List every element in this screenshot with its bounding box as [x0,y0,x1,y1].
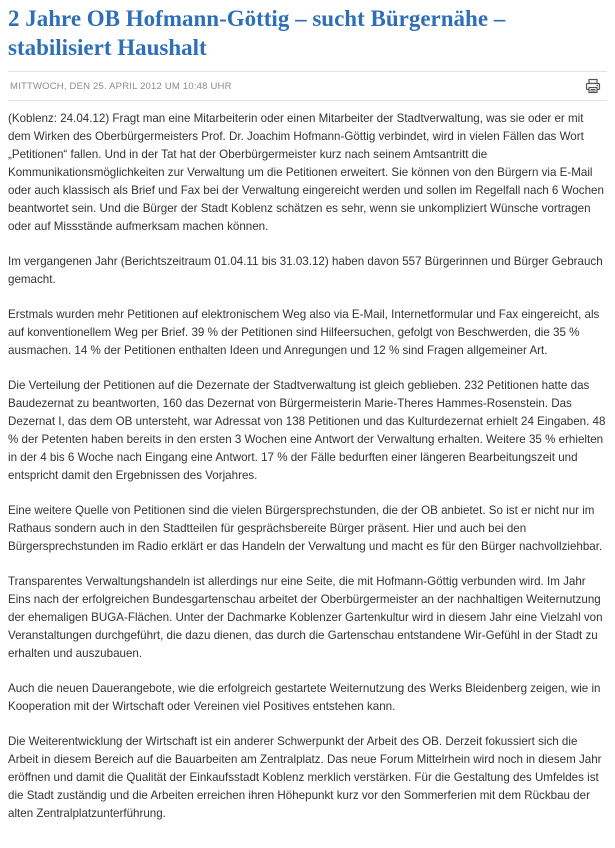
article-paragraph: Transparentes Verwaltungshandeln ist allerdings nur eine Seite, die mit Hofmann-Göttig verbunden wird. Im Jahr Eins nach der erfolgreichen Bundesgartenschau arbeitet der Oberbürgermeister an der nachhaltigen Weiternutzung der ehemaligen BUGA-Flächen. Unter der Dachmarke Koblenzer Gartenkultur wird in diesem Jahr eine Vielzahl von Veranstaltungen durchgeführt, die dazu dienen, das durch die Gartenschau entstandene Wir-Gefühl in der Stadt zu erhalten und auszubauen. [8,575,603,660]
article-meta-bar [8,71,607,101]
article-paragraph: Die Weiterentwicklung der Wirtschaft ist ein anderer Schwerpunkt der Arbeit des OB. Derzeit fokussiert sich die Arbeit in diesem Bereich auf die Bauarbeiten am Zentralplatz. Das neue Forum Mittelrhein wird noch in diesem Jahr eröffnen und damit die Qualität der Einkaufsstadt Koblenz merklich verstärken. Für die Gestaltung des Umfeldes ist die Stadt zuständig und die Arbeiten erreichen ihren Höhepunkt kurz vor den Sommerferien mit dem Rückbau der alten Zentralplatzunterführung. [8,735,602,820]
article-paragraph: (Koblenz: 24.04.12) Fragt man eine Mitarbeiterin oder einen Mitarbeiter der Stadtverwaltung, was sie oder er mit dem Wirken des Oberbürgermeisters Prof. Dr. Joachim Hofmann-Göttig verbindet, wird in vielen Fällen das Wort „Petitionen“ fallen. Und in der Tat hat der Oberbürgermeister kurz nach seinem Amtsantritt die Kommunikationsmöglichkeiten zur Verwaltung um die Petitionen erweitert. Sie können von den Bürgern via E-Mail oder auch klassisch als Brief und Fax bei der Verwaltung eingereicht werden und sollen im Regelfall nach 6 Wochen beantwortet sein. Und die Bürger der Stadt Koblenz schätzen es sehr, wenn sie unkompliziert Wünsche vortragen oder auf Missstände aufmerksam machen können. [8,112,604,233]
article-paragraph: Eine weitere Quelle von Petitionen sind die vielen Bürgersprechstunden, die der OB anbietet. So ist er nicht nur im Rathaus sondern auch in den Stadtteilen für gesprächsbereite Bürger präsent. Hier und auch bei den Bürgersprechstunden im Radio erklärt er das Handeln der Verwaltung und macht es für den Bürger nachvollziehbar. [8,504,603,553]
article-paragraph: Im vergangenen Jahr (Berichtszeitraum 01.04.11 bis 31.03.12) haben davon 557 Bürgerinnen und Bürger Gebrauch gemacht. [8,255,603,286]
article-paragraph: Erstmals wurden mehr Petitionen auf elektronischem Weg also via E-Mail, Internetformular und Fax eingereicht, als auf konventionellem Weg per Brief. 39 % der Petitionen sind Hilfeersuchen, gefolgt von Beschwerden, die 35 % ausmachen. 14 % der Petitionen enthalten Ideen und Anregungen und 12 % sind Fragen allgemeiner Art. [8,308,600,357]
article-body [8,110,607,823]
article-paragraph: Die Verteilung der Petitionen auf die Dezernate der Stadtverwaltung ist gleich geblieben. 232 Petitionen hatte das Baudezernat zu beantworten, 160 das Dezernat von Bürgermeisterin Marie-Theres Hammes-Rosenstein. Das Dezernat I, das dem OB untersteht, war Adressat von 138 Petitionen und das Kulturdezernat erhielt 24 Eingaben. 48 % der Petenten haben bereits in den ersten 3 Wochen eine Antwort der Verwaltung erhalten. Weitere 35 % erhielten in der 4 bis 6 Woche nach Eingang eine Antwort. 17 % der Fälle bedurften einer längeren Bearbeitungszeit und entspricht damit den Ergebnissen des Vorjahres. [8,379,606,482]
article-dateline: MITTWOCH, DEN 25. APRIL 2012 UM 10:48 UHR [10,80,232,92]
article-title: 2 Jahre OB Hofmann-Göttig – sucht Bürgernähe – stabilisiert Haushalt [8,6,506,60]
article-paragraph: Auch die neuen Dauerangebote, wie die erfolgreich gestartete Weiternutzung des Werks Bleidenberg zeigen, wie in Kooperation mit der Wirtschaft oder Vereinen viel Positives entstehen kann. [8,682,601,713]
printer-icon[interactable] [585,78,601,94]
